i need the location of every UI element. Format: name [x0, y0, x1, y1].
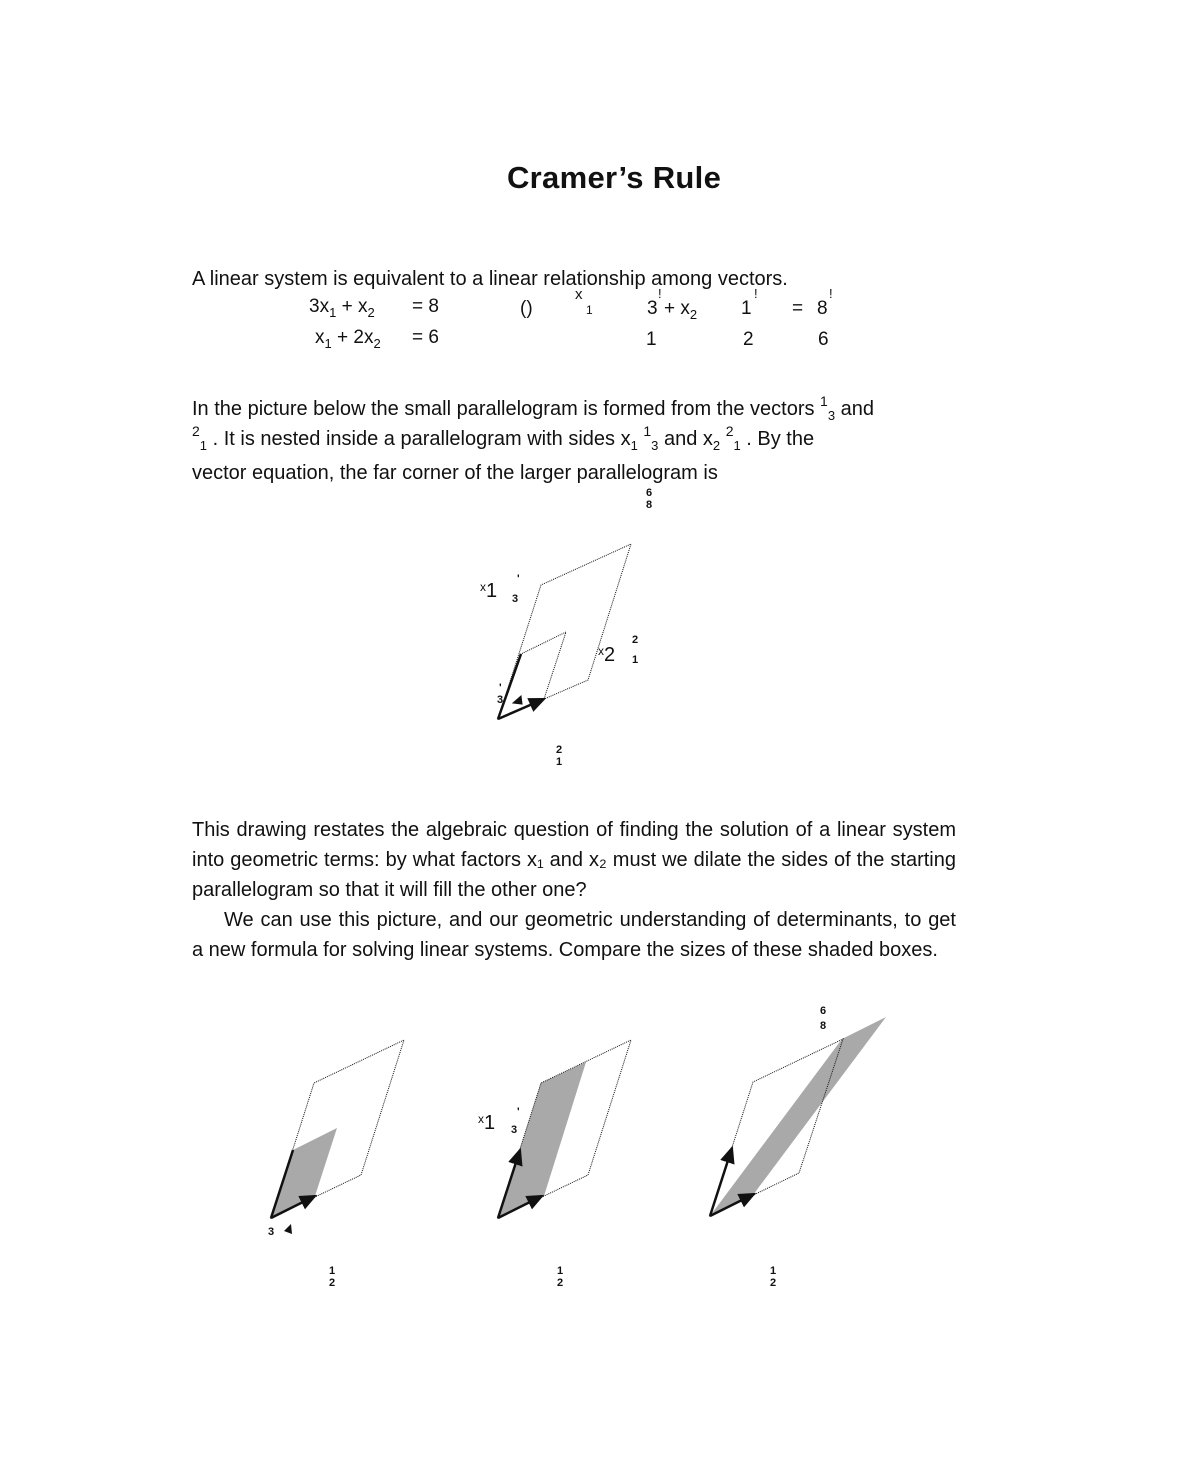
- eq2-rhs: = 6: [412, 327, 439, 348]
- col1-bottom: 1: [646, 329, 657, 350]
- fig1-x1-label: $^x$1: [480, 580, 498, 602]
- eq2-term-a: x: [315, 327, 325, 348]
- vec-plus-x2-sub: 2: [689, 307, 698, 322]
- fig2a-arrowhead: [284, 1224, 292, 1234]
- vec1-top-2: 1: [643, 423, 652, 439]
- col2-bottom: 2: [743, 329, 754, 350]
- col3-bottom: 6: [818, 329, 829, 350]
- vec-x1-sub: 1: [586, 303, 593, 317]
- para2-text-c: . It is nested inside a parallelogram with sides x: [207, 428, 631, 450]
- iff-symbol: (): [520, 298, 533, 319]
- fig1-corner-top: ': [499, 682, 502, 694]
- intro-text: A linear system is equivalent to a linear relationship among vectors.: [192, 268, 788, 290]
- vec-plus-x2-letter: + x: [664, 298, 690, 319]
- fig1-x2-label: $^x$2: [598, 644, 616, 666]
- para3-p1: This drawing restates the algebraic question of finding the solution of a linear system into geometric terms: by what factors x₁ and x₂ must we dilate the sides of the starting parallelogram so that it will fill the other one?: [192, 819, 956, 901]
- figure-2c: [710, 1017, 886, 1216]
- fig2c-top-2: 8: [820, 1020, 827, 1032]
- col2-top: 1: [741, 298, 752, 319]
- fig1-top-label-2: 8: [646, 499, 653, 511]
- col1-top: 3: [647, 298, 658, 319]
- fig2b-x1-vec-bot: 3: [511, 1124, 518, 1136]
- eq2-sub-b: 2: [373, 336, 381, 351]
- col3-bracket: !: [829, 286, 833, 301]
- fig2b-shaded-box: [498, 1062, 586, 1218]
- para2-text-d: and x: [658, 428, 713, 450]
- fig2b-bottom-2: 2: [557, 1277, 564, 1289]
- figure-2b: [498, 1040, 631, 1218]
- eq1-term-b: + x: [341, 296, 368, 317]
- fig2a-bottom-1: 1: [329, 1265, 336, 1277]
- fig2a-corner-label: 3: [268, 1226, 275, 1238]
- fig1-top-label-1: 6: [646, 487, 653, 499]
- col3-top: 8: [817, 298, 828, 319]
- fig1-small-parallelogram: [498, 632, 566, 719]
- fig1-corner-bot: 3: [497, 694, 504, 706]
- fig1-large-parallelogram: [498, 544, 631, 719]
- figure-1: [498, 544, 631, 719]
- eq2-sub-a: 1: [324, 336, 332, 351]
- vec-x1-letter: x: [575, 286, 583, 303]
- vec2-bottom: 1: [199, 438, 208, 453]
- eq2-term-b: + 2x: [337, 327, 374, 348]
- para2-line3: vector equation, the far corner of the larger parallelogram is: [192, 462, 718, 484]
- fig1-arrowhead-small: [513, 696, 522, 704]
- eq1-term-a: 3x: [309, 296, 330, 317]
- figure-2a: [271, 1040, 404, 1234]
- vec1-top: 1: [820, 393, 828, 409]
- fig2c-shaded-box: [710, 1017, 886, 1216]
- fig2c-top-1: 6: [820, 1005, 827, 1017]
- vec2-top-2: 2: [725, 423, 734, 439]
- fig2a-shaded-box: [271, 1128, 337, 1218]
- page-title: Cramer’s Rule: [507, 160, 722, 195]
- fig1-x2-vec-bot: 1: [632, 654, 639, 666]
- para3-p2: We can use this picture, and our geometric understanding of determinants, to get a new formula for solving linear systems. Compare the sizes of these shaded boxes.: [192, 909, 956, 961]
- vec1-bottom-2: 3: [651, 438, 659, 453]
- fig1-x1-vec-bot: 3: [512, 593, 519, 605]
- fig1-bottom-bot: 1: [556, 756, 563, 768]
- para2-text-e: . By the: [740, 428, 815, 450]
- fig2b-x1-vec-top: ': [517, 1106, 520, 1118]
- x2-sub: 2: [712, 438, 721, 453]
- eq1-sub-b: 2: [367, 305, 375, 320]
- para2-text-b: and: [835, 398, 875, 420]
- eq1-sub-a: 1: [329, 305, 337, 320]
- fig2c-bottom-1: 1: [770, 1265, 777, 1277]
- vec1-bottom: 3: [827, 408, 836, 423]
- fig1-x1-vec-top: ': [517, 573, 520, 585]
- fig2a-bottom-2: 2: [329, 1277, 336, 1289]
- vec2-bottom-2: 1: [733, 438, 741, 453]
- fig2b-x1-label: $^x$1: [478, 1112, 496, 1134]
- x1-sub: 1: [630, 438, 638, 453]
- fig2b-bottom-1: 1: [557, 1265, 564, 1277]
- para2-text-a: In the picture below the small parallelogram is formed from the vectors: [192, 398, 821, 420]
- fig2c-bottom-2: 2: [770, 1277, 777, 1289]
- fig1-x2-vec-top: 2: [632, 634, 639, 646]
- fig1-bottom-top: 2: [556, 744, 563, 756]
- vec-equals: =: [792, 298, 804, 319]
- vec2-top: 2: [192, 423, 200, 439]
- col2-bracket: !: [754, 286, 758, 301]
- col1-bracket: !: [658, 286, 662, 301]
- eq1-rhs: = 8: [412, 296, 439, 317]
